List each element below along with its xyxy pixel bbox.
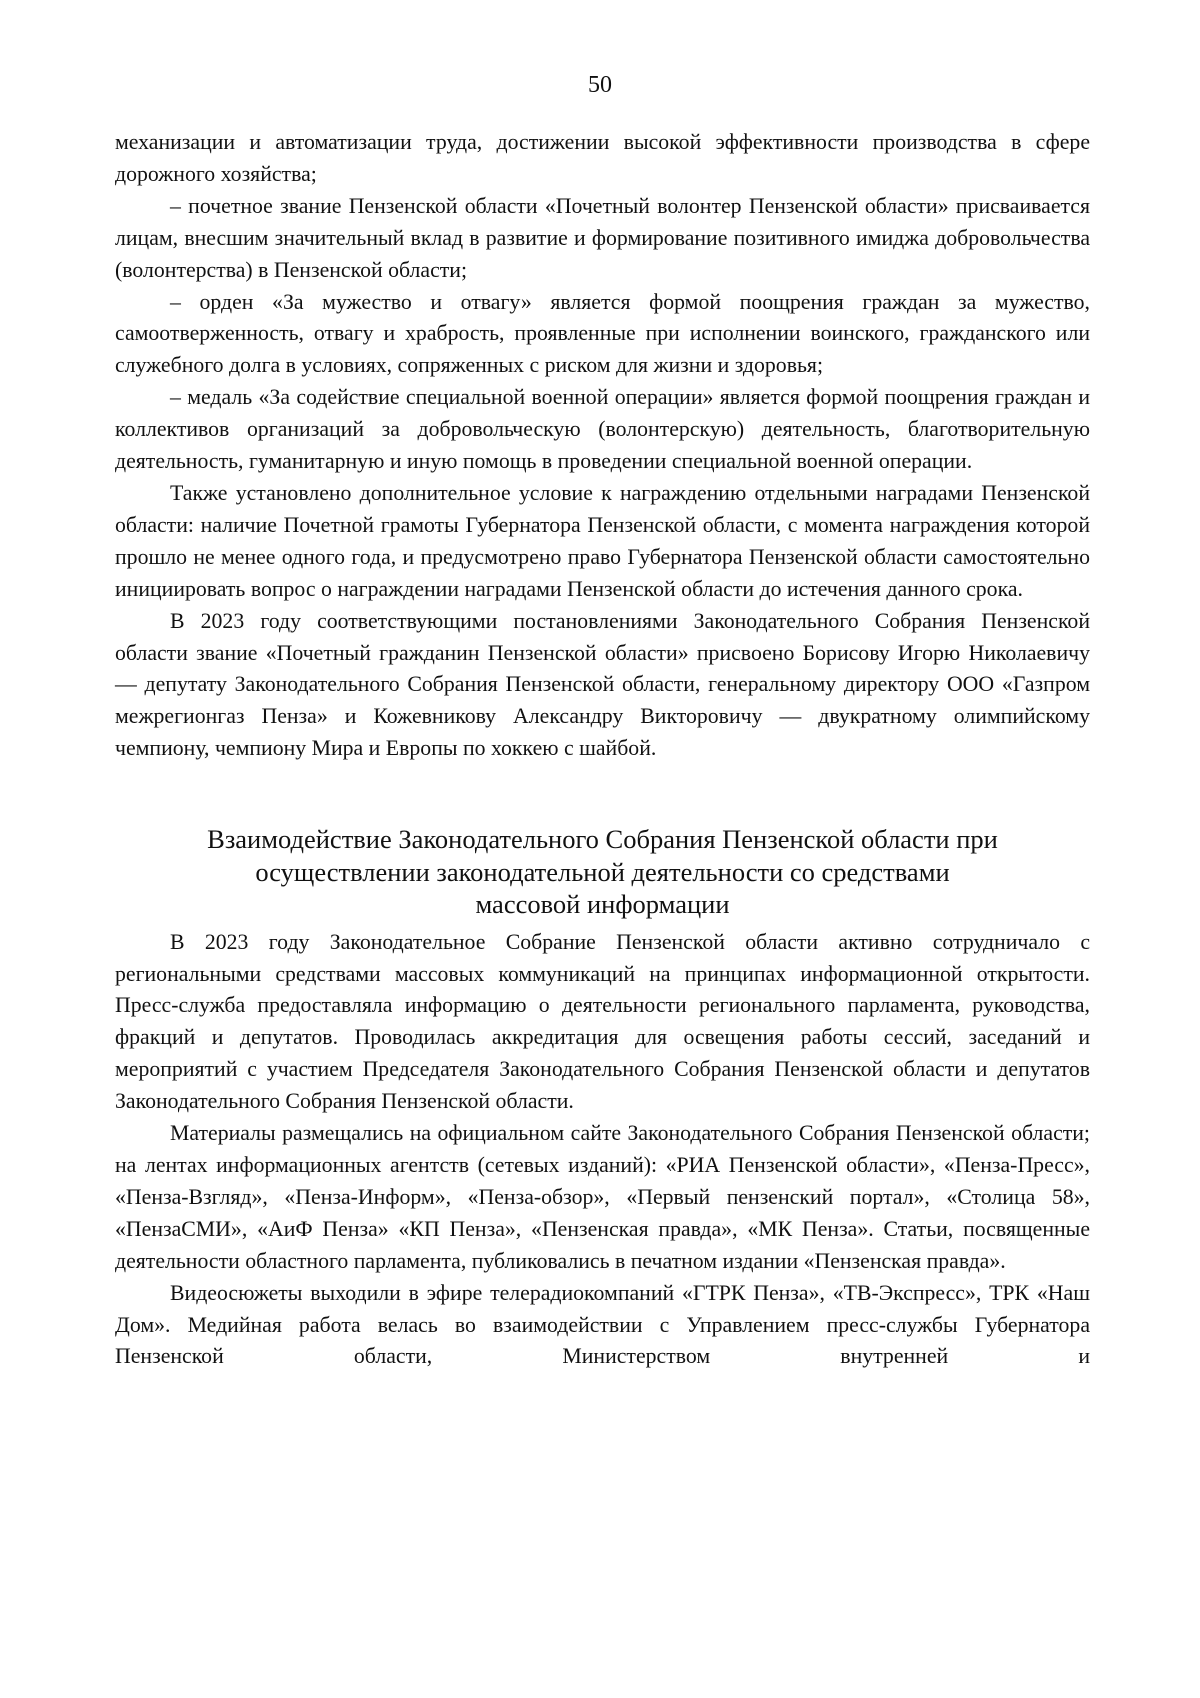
paragraph-additional-condition: Также установлено дополнительное условие к награждению отдельными наградами Пензенской области: наличие Почетной грамоты Губернатора Пензенской области, с момента награждения которой прошло не менее одного года, и предусмотрено право Губернатора Пензенской области самостоятельно инициировать вопрос о награждении наградами Пензенской области до истечения данного срока. [115,480,1090,601]
paragraph-courage-order: – орден «За мужество и отвагу» является формой поощрения граждан за мужество, самоотверженность, отвагу и храбрость, проявленные при исполнении воинского, гражданского или служебного долга в условиях, сопряженных с риском для жизни и здоровья; [115,289,1090,378]
paragraph-volunteer-title: – почетное звание Пензенской области «Почетный волонтер Пензенской области» присваивается лицам, внесшим значительный вклад в развитие и формирование позитивного имиджа добровольчества (волонтерства) в Пензенской области; [115,193,1090,282]
paragraph-honorary-citizens: В 2023 году соответствующими постановлениями Законодательного Собрания Пензенской области звание «Почетный гражданин Пензенской области» присвоено Борисову Игорю Николаевичу — депутату Законодательного Собрания Пензенской области, генеральному директору ООО «Газпром межрегионгаз Пенза» и Кожевникову Александру Викторовичу — двукратному олимпийскому чемпиону, чемпиону Мира и Европы по хоккею с шайбой. [115,608,1090,761]
paragraph-media-outlets: Материалы размещались на официальном сайте Законодательного Собрания Пензенской области; на лентах информационных агентств (сетевых изданий): «РИА Пензенской области», «Пенза-Пресс», «Пенза-Взгляд», «Пенза-Информ», «Пенза-обзор», «Первый пензенский портал», «Столица 58», «ПензаСМИ», «АиФ Пенза» «КП Пенза», «Пензенская правда», «МК Пенза». Статьи, посвященные деятельности областного парламента, публиковались в печатном издании «Пензенская правда». [115,1121,1090,1273]
section-heading-line: массовой информации [475,889,730,920]
paragraph-continuation: механизации и автоматизации труда, достижении высокой эффективности производства в сфере дорожного хозяйства; [115,130,1090,186]
section-heading-line: Взаимодействие Законодательного Собрания Пензенской области при [207,824,998,855]
paragraph-svo-medal: – медаль «За содействие специальной военной операции» является формой поощрения граждан и коллективов организаций за добровольческую (волонтерскую) деятельность, благотворительную деятельность, гуманитарную и иную помощь в проведении специальной военной операции. [115,385,1090,474]
section-heading-line: осуществлении законодательной деятельности со средствами [255,856,950,887]
paragraph-media-cooperation: В 2023 году Законодательное Собрание Пензенской области активно сотрудничало с региональными средствами массовых коммуникаций на принципах информационной открытости. Пресс-служба предоставляла информацию о деятельности регионального парламента, руководства, фракций и депутатов. Проводилась аккредитация для освещения работы сессий, заседаний и мероприятий с участием Председателя Законодательного Собрания Пензенской области и депутатов Законодательного Собрания Пензенской области. [115,929,1090,1114]
section-heading [115,823,1090,921]
paragraph-video-reports: Видеосюжеты выходили в эфире телерадиокомпаний «ГТРК Пенза», «ТВ-Экспресс», ТРК «Наш Дом». Медийная работа велась во взаимодействии с Управлением пресс-службы Губернатора Пензенской области, Министерством внутренней и [115,1280,1090,1369]
page-content [115,127,1090,1373]
page-number: 50 [588,72,612,98]
